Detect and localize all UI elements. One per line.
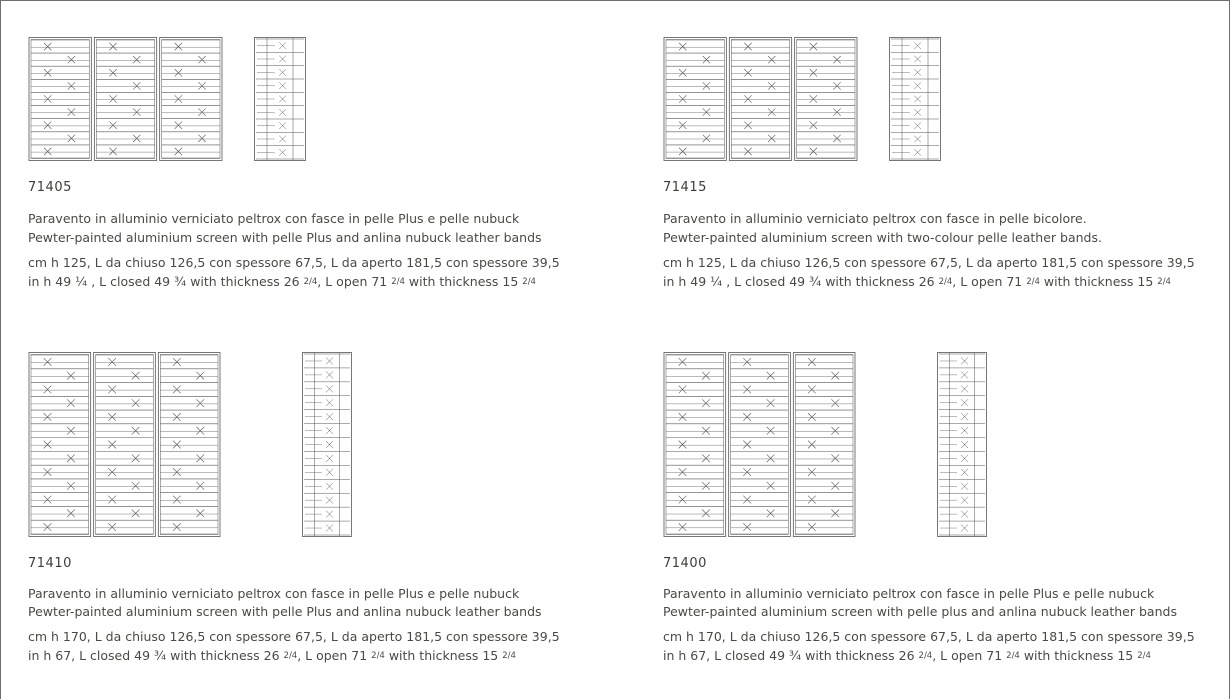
- dimensions-metric: cm h 170, L da chiuso 126,5 con spessore 67,5, L da aperto 181,5 con spessore 39,5: [28, 629, 560, 644]
- screen-side-drawing: [937, 352, 987, 537]
- description-italian: Paravento in alluminio verniciato peltrox con fasce in pelle Plus e pelle nubuck: [28, 211, 520, 226]
- dims-text: in h 49 ¼ , L closed 49 ¾ with thickness 26: [28, 274, 304, 289]
- dims-text: in h 67, L closed 49 ¾ with thickness 26: [663, 648, 919, 663]
- dimensions-metric: cm h 125, L da chiuso 126,5 con spessore 67,5, L da aperto 181,5 con spessore 39,5: [663, 255, 1195, 270]
- description-italian: Paravento in alluminio verniciato peltrox con fasce in pelle Plus e pelle nubuck: [28, 586, 520, 601]
- product-code: 71405: [28, 180, 72, 195]
- description-english: Pewter-painted aluminium screen with pelle Plus and anlina nubuck leather bands: [28, 604, 542, 619]
- screen-side-drawing: [254, 37, 306, 161]
- screen-side-drawing: [889, 37, 941, 161]
- screen-front-drawing: [28, 37, 224, 161]
- fraction: 2/4: [1026, 277, 1040, 287]
- dimensions-imperial: [663, 272, 1171, 292]
- dimensions-imperial: [28, 646, 516, 666]
- dims-text: , L open 71: [297, 648, 372, 663]
- description-italian: Paravento in alluminio verniciato peltrox con fasce in pelle bicolore.: [663, 211, 1087, 226]
- fraction: 2/4: [1006, 651, 1020, 661]
- screen-front-drawing: [663, 352, 857, 537]
- dims-text: , L open 71: [952, 274, 1027, 289]
- fraction: 2/4: [371, 651, 385, 661]
- dims-text: with thickness 15: [1019, 648, 1138, 663]
- product-code: 71400: [663, 556, 707, 571]
- dimensions-metric: cm h 125, L da chiuso 126,5 con spessore 67,5, L da aperto 181,5 con spessore 39,5: [28, 255, 560, 270]
- fraction: 2/4: [1157, 277, 1171, 287]
- description-italian: Paravento in alluminio verniciato peltrox con fasce in pelle Plus e pelle nubuck: [663, 586, 1155, 601]
- dims-text: , L open 71: [317, 274, 392, 289]
- dims-text: with thickness 15: [1039, 274, 1158, 289]
- dims-text: with thickness 15: [404, 274, 523, 289]
- fraction: 2/4: [918, 651, 933, 661]
- product-code: 71415: [663, 180, 707, 195]
- fraction: 2/4: [1137, 651, 1151, 661]
- screen-front-drawing: [663, 37, 859, 161]
- fraction: 2/4: [391, 277, 405, 287]
- fraction: 2/4: [303, 277, 318, 287]
- dims-text: with thickness 15: [384, 648, 503, 663]
- dimensions-imperial: [663, 646, 1151, 666]
- screen-front-drawing: [28, 352, 222, 537]
- fraction: 2/4: [522, 277, 536, 287]
- screen-side-drawing: [302, 352, 352, 537]
- dims-text: , L open 71: [932, 648, 1007, 663]
- description-english: Pewter-painted aluminium screen with two-colour pelle leather bands.: [663, 230, 1102, 245]
- product-code: 71410: [28, 556, 72, 571]
- dimensions-imperial: [28, 272, 536, 292]
- dims-text: in h 67, L closed 49 ¾ with thickness 26: [28, 648, 284, 663]
- fraction: 2/4: [283, 651, 298, 661]
- description-english: Pewter-painted aluminium screen with pelle plus and anlina nubuck leather bands: [663, 604, 1177, 619]
- fraction: 2/4: [502, 651, 516, 661]
- fraction: 2/4: [938, 277, 953, 287]
- dimensions-metric: cm h 170, L da chiuso 126,5 con spessore 67,5, L da aperto 181,5 con spessore 39,5: [663, 629, 1195, 644]
- dims-text: in h 49 ¼ , L closed 49 ¾ with thickness 26: [663, 274, 939, 289]
- description-english: Pewter-painted aluminium screen with pelle Plus and anlina nubuck leather bands: [28, 230, 542, 245]
